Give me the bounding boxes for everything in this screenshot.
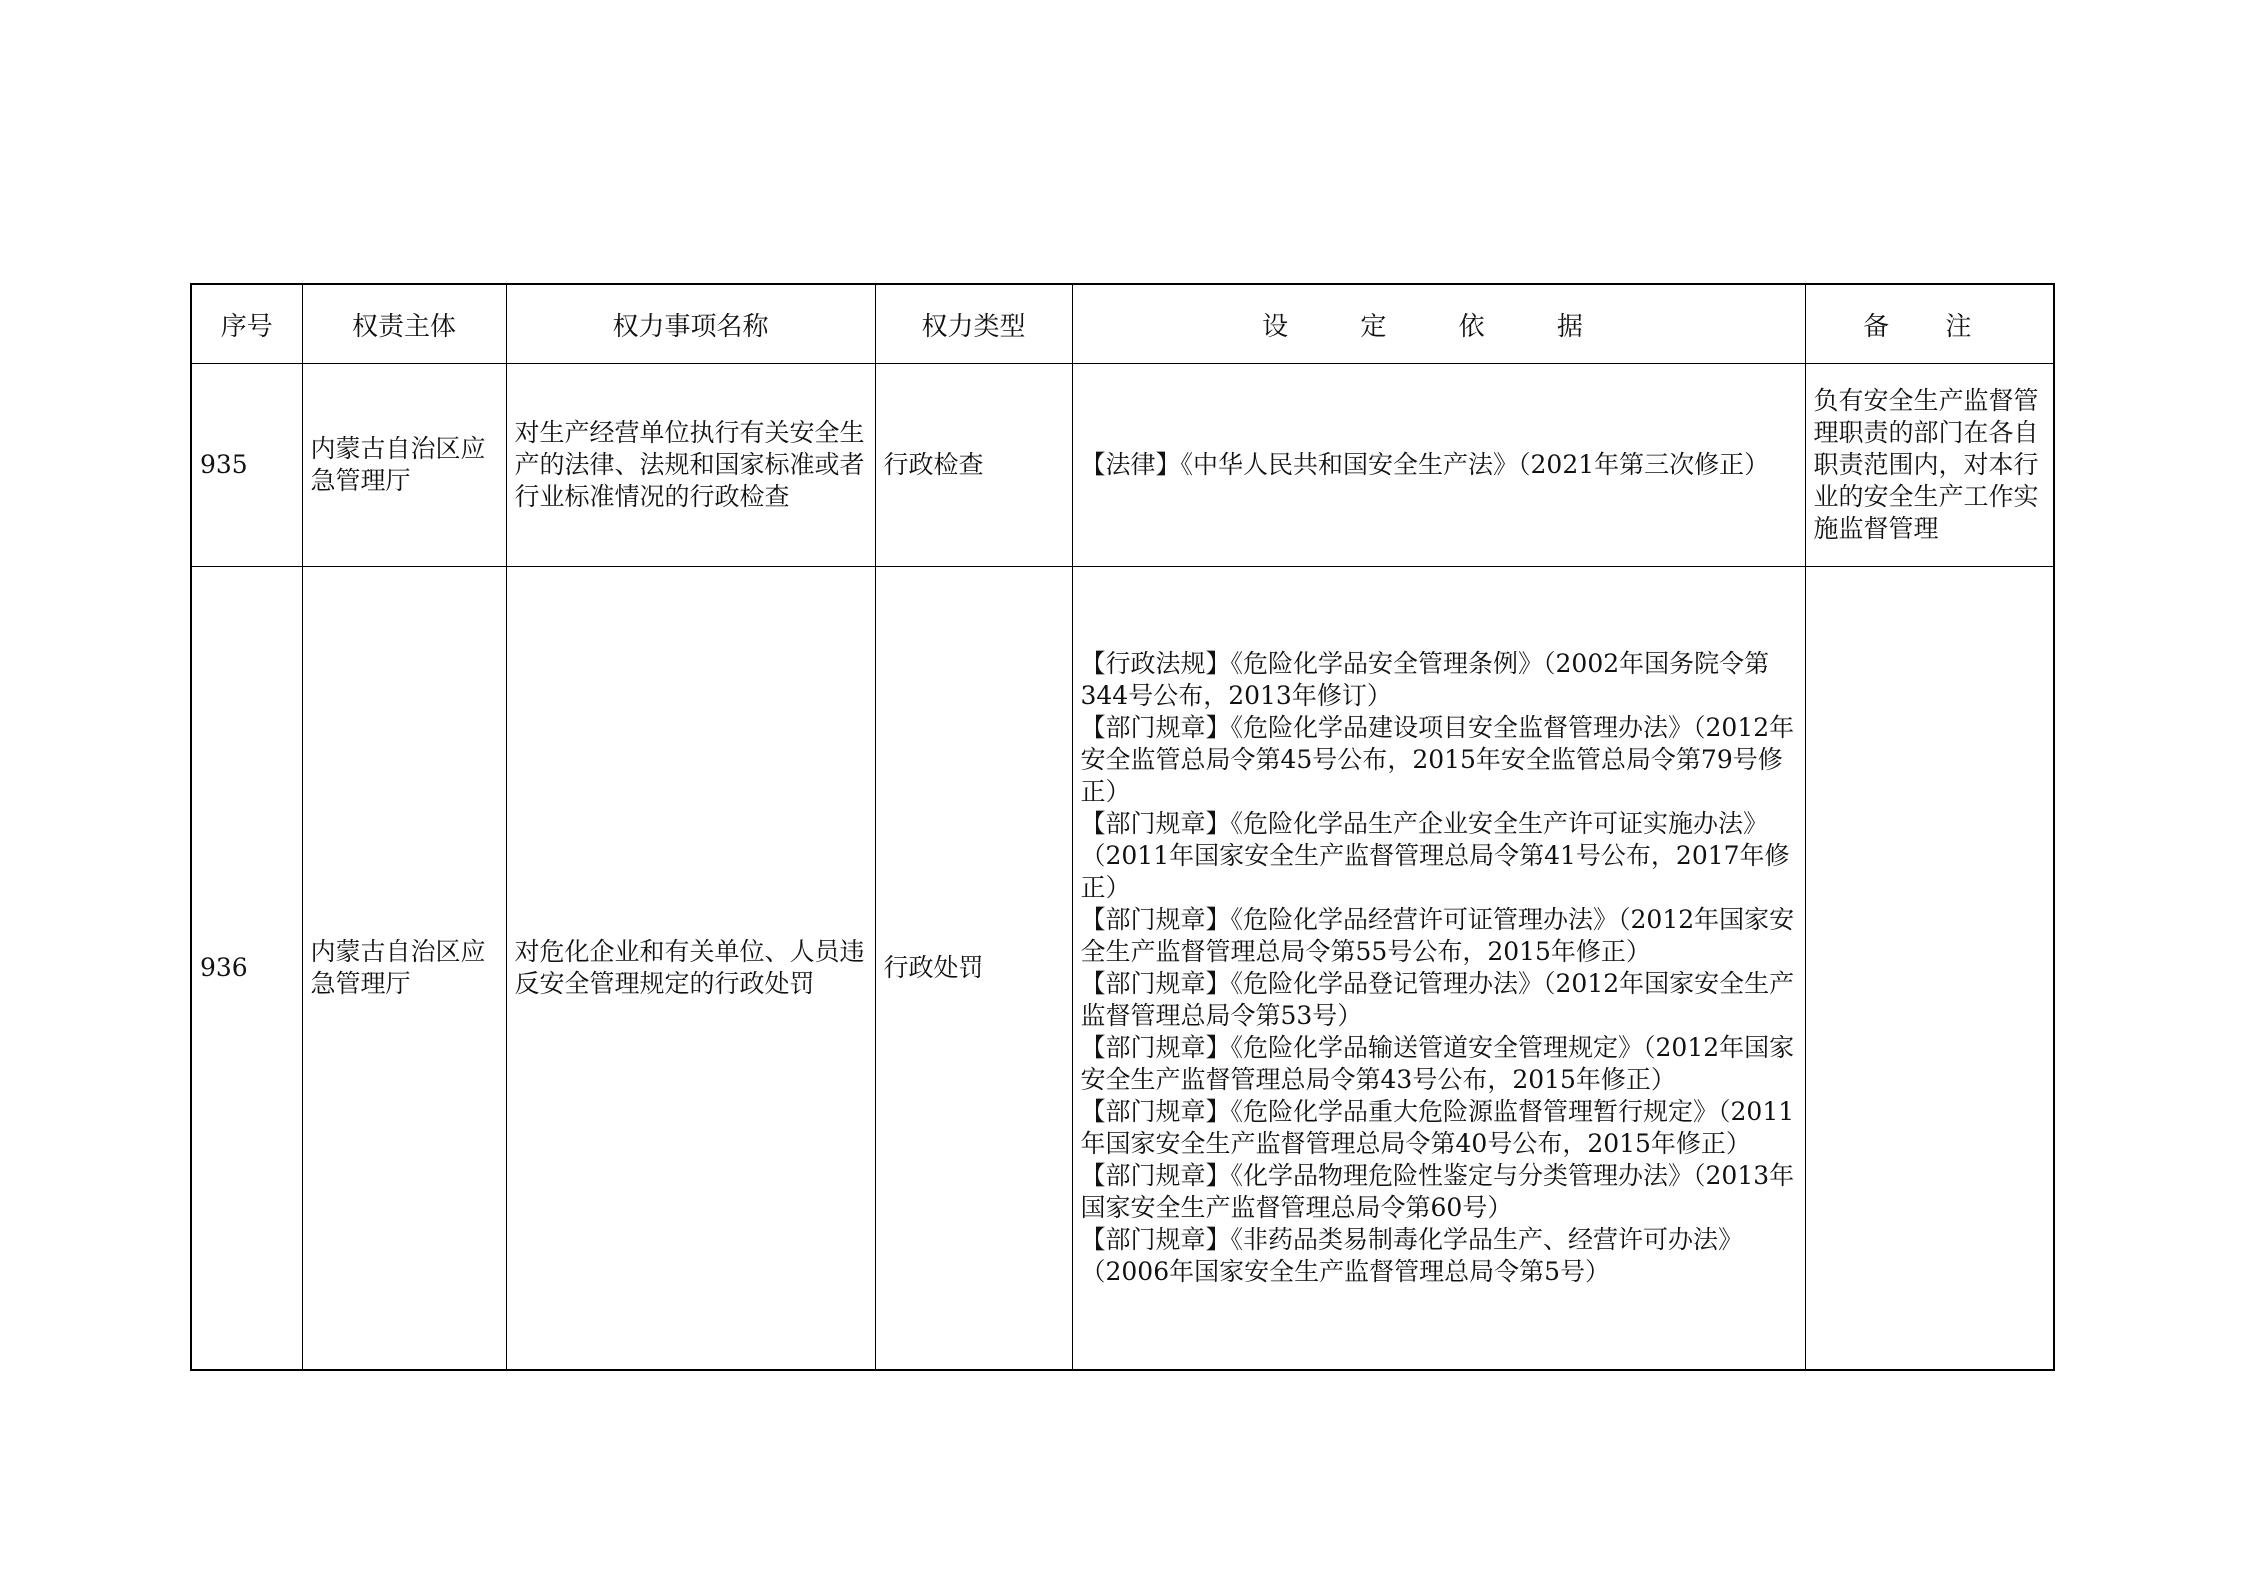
header-item: 权力事项名称 [506,284,875,364]
basis-line: 【部门规章】《非药品类易制毒化学品生产、经营许可办法》（2006年国家安全生产监督管理总局令第5号） [1080,1224,1744,1286]
power-list-table [190,283,2055,1371]
basis-line: 【部门规章】《危险化学品登记管理办法》（2012年国家安全生产监督管理总局令第53号） [1080,968,1795,1030]
basis-line: 【部门规章】《危险化学品输送管道安全管理规定》（2012年国家安全生产监督管理总局令第43号公布，2015年修正） [1080,1032,1795,1094]
table-row [191,567,2054,1370]
basis-line: 【法律】《中华人民共和国安全生产法》（2021年第三次修正） [1080,450,1770,479]
header-subject: 权责主体 [302,284,506,364]
row-remark [1805,567,2054,1370]
row-no: 935 [191,364,302,567]
header-type: 权力类型 [875,284,1072,364]
row-subject: 内蒙古自治区应急管理厅 [302,567,506,1370]
basis-line: 【行政法规】《危险化学品安全管理条例》（2002年国务院令第344号公布，2013年修订） [1080,648,1770,710]
header-remark: 备 注 [1805,284,2054,364]
header-row [191,284,2054,364]
table-row [191,364,2054,567]
row-type: 行政处罚 [875,567,1072,1370]
row-item: 对生产经营单位执行有关安全生产的法律、法规和国家标准或者行业标准情况的行政检查 [506,364,875,567]
row-basis [1072,567,1805,1370]
basis-line: 【部门规章】《危险化学品生产企业安全生产许可证实施办法》（2011年国家安全生产监督管理总局令第41号公布，2017年修正） [1080,808,1790,902]
basis-line: 【部门规章】《危险化学品建设项目安全监督管理办法》（2012年安全监管总局令第45号公布，2015年安全监管总局令第79号修正） [1080,712,1795,806]
row-subject: 内蒙古自治区应急管理厅 [302,364,506,567]
row-basis [1072,364,1805,567]
row-no: 936 [191,567,302,1370]
row-item: 对危化企业和有关单位、人员违反安全管理规定的行政处罚 [506,567,875,1370]
row-remark: 负有安全生产监督管理职责的部门在各自职责范围内，对本行业的安全生产工作实施监督管理 [1805,364,2054,567]
header-no: 序号 [191,284,302,364]
header-basis: 设 定 依 据 [1072,284,1805,364]
basis-line: 【部门规章】《危险化学品重大危险源监督管理暂行规定》（2011年国家安全生产监督管理总局令第40号公布，2015年修正） [1080,1096,1795,1158]
basis-line: 【部门规章】《化学品物理危险性鉴定与分类管理办法》（2013年国家安全生产监督管理总局令第60号） [1080,1160,1795,1222]
basis-line: 【部门规章】《危险化学品经营许可证管理办法》（2012年国家安全生产监督管理总局令第55号公布，2015年修正） [1080,904,1795,966]
row-type: 行政检查 [875,364,1072,567]
